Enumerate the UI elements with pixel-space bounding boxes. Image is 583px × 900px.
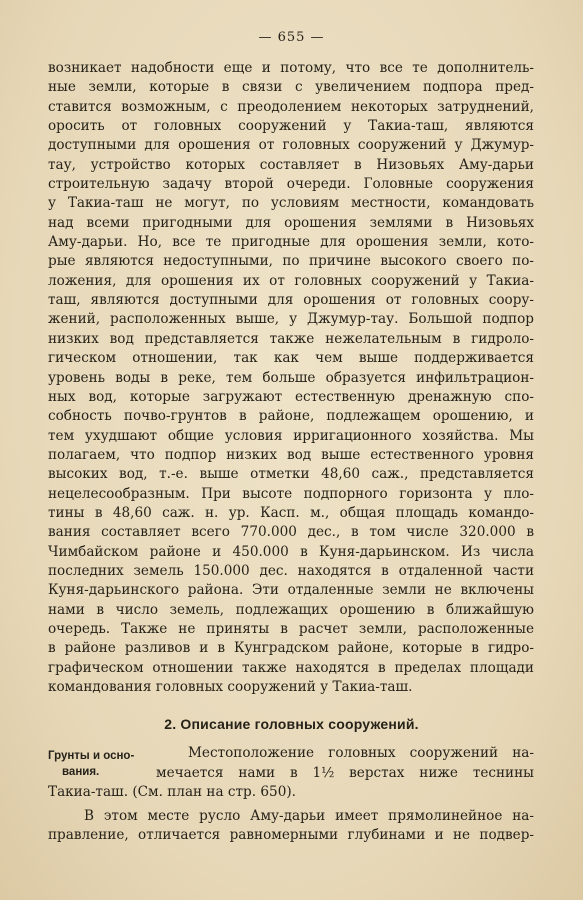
text-line: жений, расположенных выше, у Джумур-тау. Большой подпор xyxy=(48,311,534,328)
text-line: собность почво-грунтов в районе, подлежащем орошению, и xyxy=(48,408,534,425)
text-line: Такиа-таш. (См. план на стр. 650). xyxy=(48,784,296,800)
text-line: ложения, для орошения их от головных сооружений у Такиа- xyxy=(48,272,534,289)
text-line: тем ухудшают общие условия ирригационного хозяйства. Мы xyxy=(48,427,534,444)
text-line: ных вод, которые загружают естественную дренажную спо- xyxy=(48,388,534,405)
page-number: — 655 — xyxy=(258,30,325,45)
main-paragraph xyxy=(48,59,534,697)
text-line: графическом отношении также находятся в пределах площади xyxy=(48,659,534,676)
text-line: нецелесообразным. При высоте подпорного горизонта у пло- xyxy=(48,485,534,502)
text-line: командования головных сооружений у Такиа-таш. xyxy=(48,679,413,695)
text-line: у Такиа-таш не могут, по условиям местности, командовать xyxy=(48,195,534,212)
text-line: доступными для орошения от головных сооружений у Джумур- xyxy=(48,137,534,154)
margin-note-line: Грунты и осно- xyxy=(48,750,135,762)
text-line: В этом месте русло Аму-дарьи имеет прямолинейное на- xyxy=(84,807,534,824)
text-line: Аму-дарьи. Но, все те пригодные для орошения земли, кото- xyxy=(48,234,534,251)
text-line: низких вод представляется также нежелательным в гидроло- xyxy=(48,330,534,347)
text-line: строительную задачу второй очереди. Головные сооружения xyxy=(48,176,534,193)
text-line: мечается нами в 1½ верстах ниже теснины xyxy=(156,764,534,781)
margin-note-line: вания. xyxy=(62,766,100,778)
text-line: гическом отношении, так как чем выше поддерживается xyxy=(48,350,534,367)
text-line: таш, являются доступными для орошения от головных соору- xyxy=(48,292,534,309)
text-line: Местоположение головных сооружений на- xyxy=(188,745,534,761)
text-line: очередь. Также не приняты в расчет земли, расположенные xyxy=(48,620,534,637)
text-line: ставится возможным, с преодолением некоторых затруднений, xyxy=(48,98,534,115)
text-line: над всеми пригодными для орошения землями в Низовьях xyxy=(48,214,534,231)
text-line: Куня-дарьинского района. Эти отдаленные земли не включены xyxy=(48,582,534,599)
text-line: правление, отличается равномерными глубинами и не подвер- xyxy=(48,827,534,843)
text-line: Чимбайском районе и 450.000 в Куня-дарьинском. Из числа xyxy=(48,543,534,560)
text-line: нами в число земель, подлежащих орошению в ближайшую xyxy=(48,601,534,618)
text-line: тины в 48,60 саж. н. ур. Касп. м., общая площадь командо- xyxy=(48,504,534,521)
text-line: вания составляет всего 770.000 дес., в том числе 320.000 в xyxy=(48,524,534,541)
text-line: рые являются недоступными, по причине высокого своего по- xyxy=(48,253,534,270)
section-heading: 2. Описание головных сооружений. xyxy=(164,716,419,732)
text-line: высоких вод, т.-е. выше отметки 48,60 саж., представляется xyxy=(48,466,534,483)
text-line: в районе разливов и в Кунградском районе, которые в гидро- xyxy=(48,640,534,657)
text-line: полагаем, что подпор низких вод выше естественного уровня xyxy=(48,446,534,463)
text-line: тау, устройство которых составляет в Низовьях Аму-дарьи xyxy=(48,156,534,173)
text-line: оросить от головных сооружений у Такиа-таш, являются xyxy=(48,118,534,135)
text-line: ные земли, которые в связи с увеличением подпора пред- xyxy=(48,79,534,96)
section-paragraph xyxy=(48,744,534,846)
text-line: последних земель 150.000 дес. находятся в отдаленной части xyxy=(48,562,534,579)
text-line: возникает надобности еще и потому, что все те дополнитель- xyxy=(48,60,534,76)
text-line: уровень воды в реке, тем больше образуется инфильтрацион- xyxy=(48,369,534,386)
